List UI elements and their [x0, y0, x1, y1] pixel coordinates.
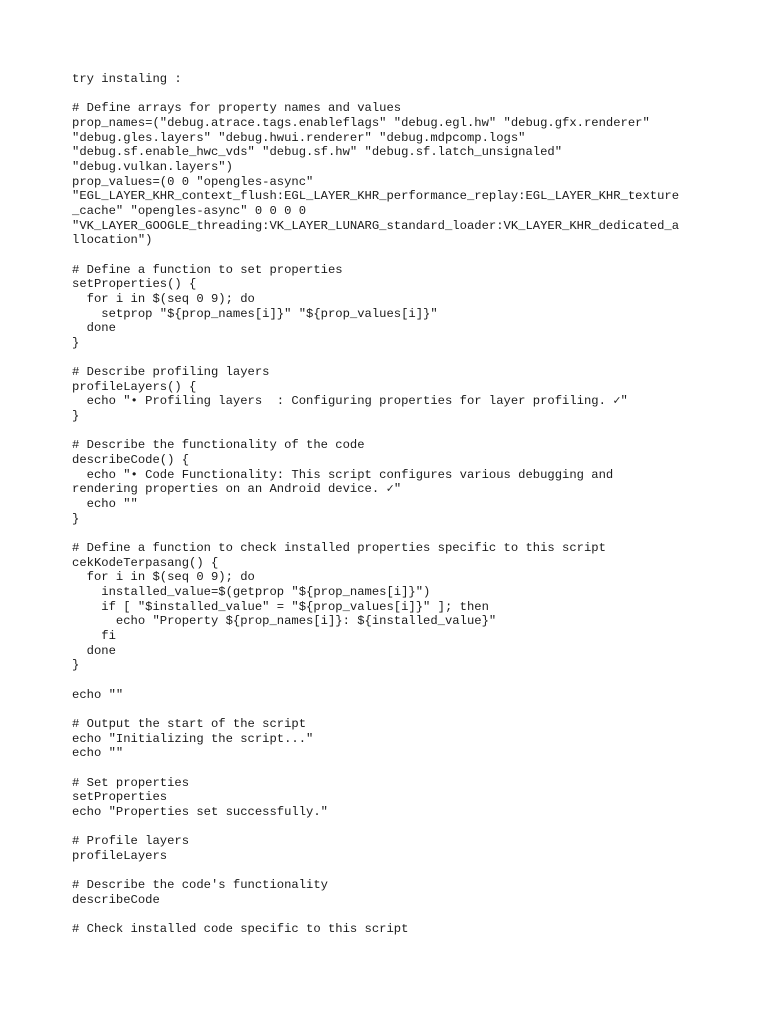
code-line: profileLayers: [72, 848, 168, 863]
code-line: done: [72, 321, 116, 336]
code-line: }: [72, 658, 80, 673]
code-line: echo "• Profiling layers : Configuring properties for layer profiling. ✓": [72, 394, 628, 409]
code-line: setProperties() {: [72, 277, 197, 292]
blank-line: [72, 424, 712, 439]
code-line: cekKodeTerpasang() {: [72, 555, 219, 570]
code-line: "debug.vulkan.layers"): [72, 159, 233, 174]
code-line: for i in $(seq 0 9); do: [72, 291, 255, 306]
code-line: if [ "$installed_value" = "${prop_values[i]}" ]; then: [72, 599, 489, 614]
code-line: # Describe the code's functionality: [72, 878, 328, 893]
code-line: prop_values=(0 0 "opengles-async": [72, 174, 314, 189]
code-line: echo "": [72, 497, 138, 512]
code-line: prop_names=("debug.atrace.tags.enableflags" "debug.egl.hw" "debug.gfx.renderer": [72, 115, 650, 130]
code-line: # Define a function to set properties: [72, 262, 343, 277]
blank-line: [72, 863, 712, 878]
code-line: }: [72, 409, 80, 424]
code-line: rendering properties on an Android device. ✓": [72, 482, 402, 497]
code-line: "debug.gles.layers" "debug.hwui.renderer" "debug.mdpcomp.logs": [72, 130, 526, 145]
blank-line: [72, 526, 712, 541]
blank-line: [72, 248, 712, 263]
code-line: installed_value=$(getprop "${prop_names[i]}"): [72, 584, 431, 599]
code-line: echo "Properties set successfully.": [72, 804, 328, 819]
blank-line: [72, 673, 712, 688]
code-line: "EGL_LAYER_KHR_context_flush:EGL_LAYER_KHR_performance_replay:EGL_LAYER_KHR_texture: [72, 189, 680, 204]
code-line: llocation"): [72, 233, 153, 248]
code-line: # Define a function to check installed properties specific to this script: [72, 541, 606, 555]
code-line: }: [72, 335, 80, 350]
blank-line: [72, 819, 712, 834]
code-line: # Profile layers: [72, 834, 190, 849]
code-line: # Describe the functionality of the code: [72, 438, 365, 453]
code-line: # Check installed code specific to this script: [72, 922, 409, 937]
code-line: echo "• Code Functionality: This script configures various debugging and: [72, 467, 614, 482]
code-line: echo "Initializing the script...": [72, 731, 314, 746]
code-line: echo "Property ${prop_names[i]}: ${installed_value}": [72, 614, 497, 629]
blank-line: [72, 761, 712, 776]
blank-line: [72, 350, 712, 365]
code-listing: [72, 72, 712, 937]
code-line: # Output the start of the script: [72, 716, 307, 731]
code-line: "VK_LAYER_GOOGLE_threading:VK_LAYER_LUNARG_standard_loader:VK_LAYER_KHR_dedicated_a: [72, 218, 680, 233]
code-line: fi: [72, 628, 116, 643]
code-line: # Set properties: [72, 775, 190, 790]
code-line: _cache" "opengles-async" 0 0 0 0: [72, 203, 307, 218]
code-line: describeCode: [72, 892, 160, 907]
code-line: profileLayers() {: [72, 379, 197, 394]
code-line: setProperties: [72, 790, 168, 805]
code-line: setprop "${prop_names[i]}" "${prop_values[i]}": [72, 306, 438, 321]
code-line: "debug.sf.enable_hwc_vds" "debug.sf.hw" "debug.sf.latch_unsignaled": [72, 145, 563, 160]
code-line: done: [72, 643, 116, 658]
blank-line: [72, 87, 712, 102]
code-line: }: [72, 511, 80, 526]
blank-line: [72, 907, 712, 922]
code-line: echo "": [72, 687, 124, 702]
code-line: echo "": [72, 746, 124, 761]
code-line: # Define arrays for property names and values: [72, 101, 402, 116]
code-line: describeCode() {: [72, 453, 190, 468]
blank-line: [72, 702, 712, 717]
code-line: # Describe profiling layers: [72, 365, 270, 380]
code-line: try instaling :: [72, 72, 182, 86]
code-line: for i in $(seq 0 9); do: [72, 570, 255, 585]
